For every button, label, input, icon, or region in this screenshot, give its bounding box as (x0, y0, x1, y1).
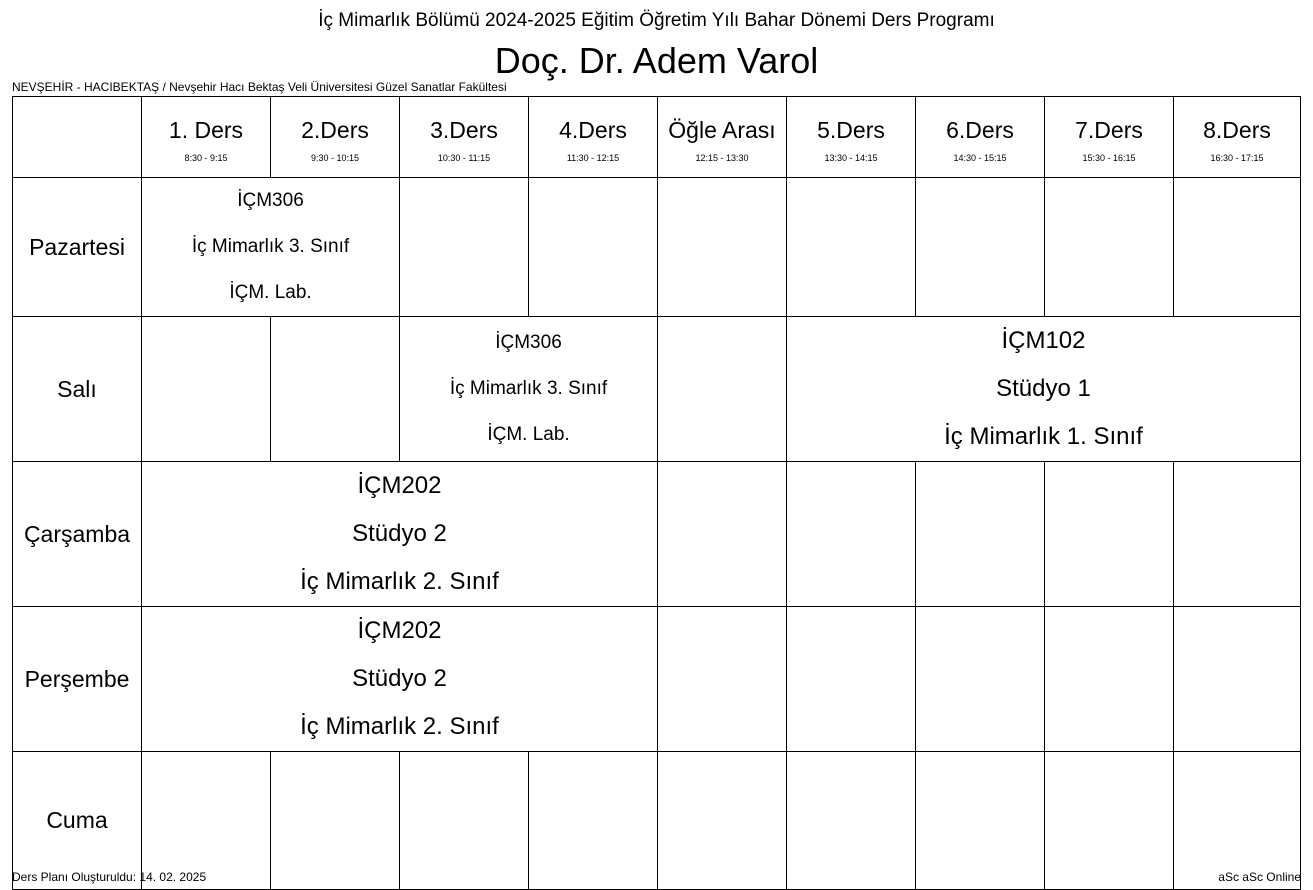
room-name: İÇM. Lab. (487, 424, 570, 445)
empty-cell (787, 607, 916, 752)
page-title: İç Mimarlık Bölümü 2024-2025 Eğitim Öğretim Yılı Bahar Dönemi Ders Programı (318, 10, 995, 31)
day-row-cuma (13, 752, 1301, 890)
empty-cell (1045, 752, 1174, 890)
footer-created-date: Ders Planı Oluşturuldu: 14. 02. 2025 (12, 870, 207, 884)
period-name: 3.Ders (430, 117, 498, 143)
empty-cell (787, 462, 916, 607)
empty-cell (1045, 178, 1174, 317)
empty-cell (400, 178, 529, 317)
period-time: 12:15 - 13:30 (695, 153, 749, 163)
instructor-name: Doç. Dr. Adem Varol (494, 40, 819, 81)
room-name: Stüdyo 2 (352, 665, 447, 692)
institution-subtitle: NEVŞEHİR - HACIBEKTAŞ / Nevşehir Hacı Bektaş Veli Üniversitesi Güzel Sanatlar Fakültesi (12, 80, 507, 94)
empty-cell (1174, 752, 1301, 890)
empty-cell (916, 607, 1045, 752)
period-name: 1. Ders (168, 117, 244, 143)
empty-cell (658, 178, 787, 317)
period-name: 5.Ders (817, 117, 885, 143)
day-label: Cuma (13, 752, 142, 890)
empty-cell (1045, 607, 1174, 752)
class-group: İç Mimarlık 2. Sınıf (300, 568, 499, 595)
day-row-persembe (13, 607, 1301, 752)
empty-cell (271, 752, 400, 890)
course-code: İÇM306 (237, 190, 304, 211)
empty-cell (658, 462, 787, 607)
period-header (529, 97, 658, 178)
class-block (142, 178, 400, 317)
empty-cell (916, 178, 1045, 317)
period-time: 9:30 - 10:15 (310, 153, 360, 163)
class-block (787, 317, 1301, 462)
period-time: 11:30 - 12:15 (566, 153, 620, 163)
room-name: İÇM. Lab. (229, 282, 312, 303)
footer-credit: aSc aSc Online (1218, 870, 1301, 884)
period-time: 10:30 - 11:15 (437, 153, 491, 163)
day-row-pazartesi (13, 178, 1301, 317)
empty-cell (529, 752, 658, 890)
course-code: İÇM202 (357, 472, 442, 499)
corner-cell (13, 97, 142, 178)
period-time: 16:30 - 17:15 (1210, 153, 1264, 163)
empty-cell (1174, 607, 1301, 752)
empty-cell (787, 752, 916, 890)
empty-cell (916, 752, 1045, 890)
day-label: Pazartesi (13, 178, 142, 317)
course-code: İÇM306 (495, 332, 562, 353)
empty-cell (142, 752, 271, 890)
course-code: İÇM202 (357, 617, 442, 644)
period-header-row (13, 97, 1301, 178)
class-group: İç Mimarlık 2. Sınıf (300, 713, 499, 740)
schedule-table (12, 96, 1301, 890)
empty-cell (529, 178, 658, 317)
period-name: 2.Ders (301, 117, 369, 143)
period-time: 8:30 - 9:15 (184, 153, 228, 163)
empty-cell (1045, 462, 1174, 607)
empty-cell (658, 752, 787, 890)
empty-cell (787, 178, 916, 317)
class-group: İç Mimarlık 3. Sınıf (449, 378, 608, 399)
room-name: Stüdyo 1 (996, 375, 1091, 402)
class-group: İç Mimarlık 1. Sınıf (944, 423, 1143, 450)
period-time: 13:30 - 14:15 (824, 153, 878, 163)
empty-cell (1174, 462, 1301, 607)
period-time: 14:30 - 15:15 (953, 153, 1007, 163)
empty-cell (916, 462, 1045, 607)
day-row-sali (13, 317, 1301, 462)
class-block (400, 317, 658, 462)
period-header (1045, 97, 1174, 178)
period-header (142, 97, 271, 178)
room-name: Stüdyo 2 (352, 520, 447, 547)
period-header (400, 97, 529, 178)
period-name: 7.Ders (1075, 117, 1143, 143)
day-label: Perşembe (13, 607, 142, 752)
empty-cell (271, 317, 400, 462)
day-row-carsamba (13, 462, 1301, 607)
day-label: Salı (13, 317, 142, 462)
empty-cell (658, 317, 787, 462)
period-header (916, 97, 1045, 178)
day-label: Çarşamba (13, 462, 142, 607)
class-group: İç Mimarlık 3. Sınıf (191, 236, 350, 257)
period-header (1174, 97, 1301, 178)
period-name: Öğle Arası (668, 117, 776, 143)
class-block (142, 462, 658, 607)
period-header (787, 97, 916, 178)
course-code: İÇM102 (1001, 327, 1086, 354)
period-name: 4.Ders (559, 117, 627, 143)
empty-cell (142, 317, 271, 462)
class-block (142, 607, 658, 752)
period-name: 8.Ders (1203, 117, 1271, 143)
period-time: 15:30 - 16:15 (1082, 153, 1136, 163)
period-name: 6.Ders (946, 117, 1014, 143)
empty-cell (658, 607, 787, 752)
period-header (658, 97, 787, 178)
empty-cell (400, 752, 529, 890)
period-header (271, 97, 400, 178)
empty-cell (1174, 178, 1301, 317)
